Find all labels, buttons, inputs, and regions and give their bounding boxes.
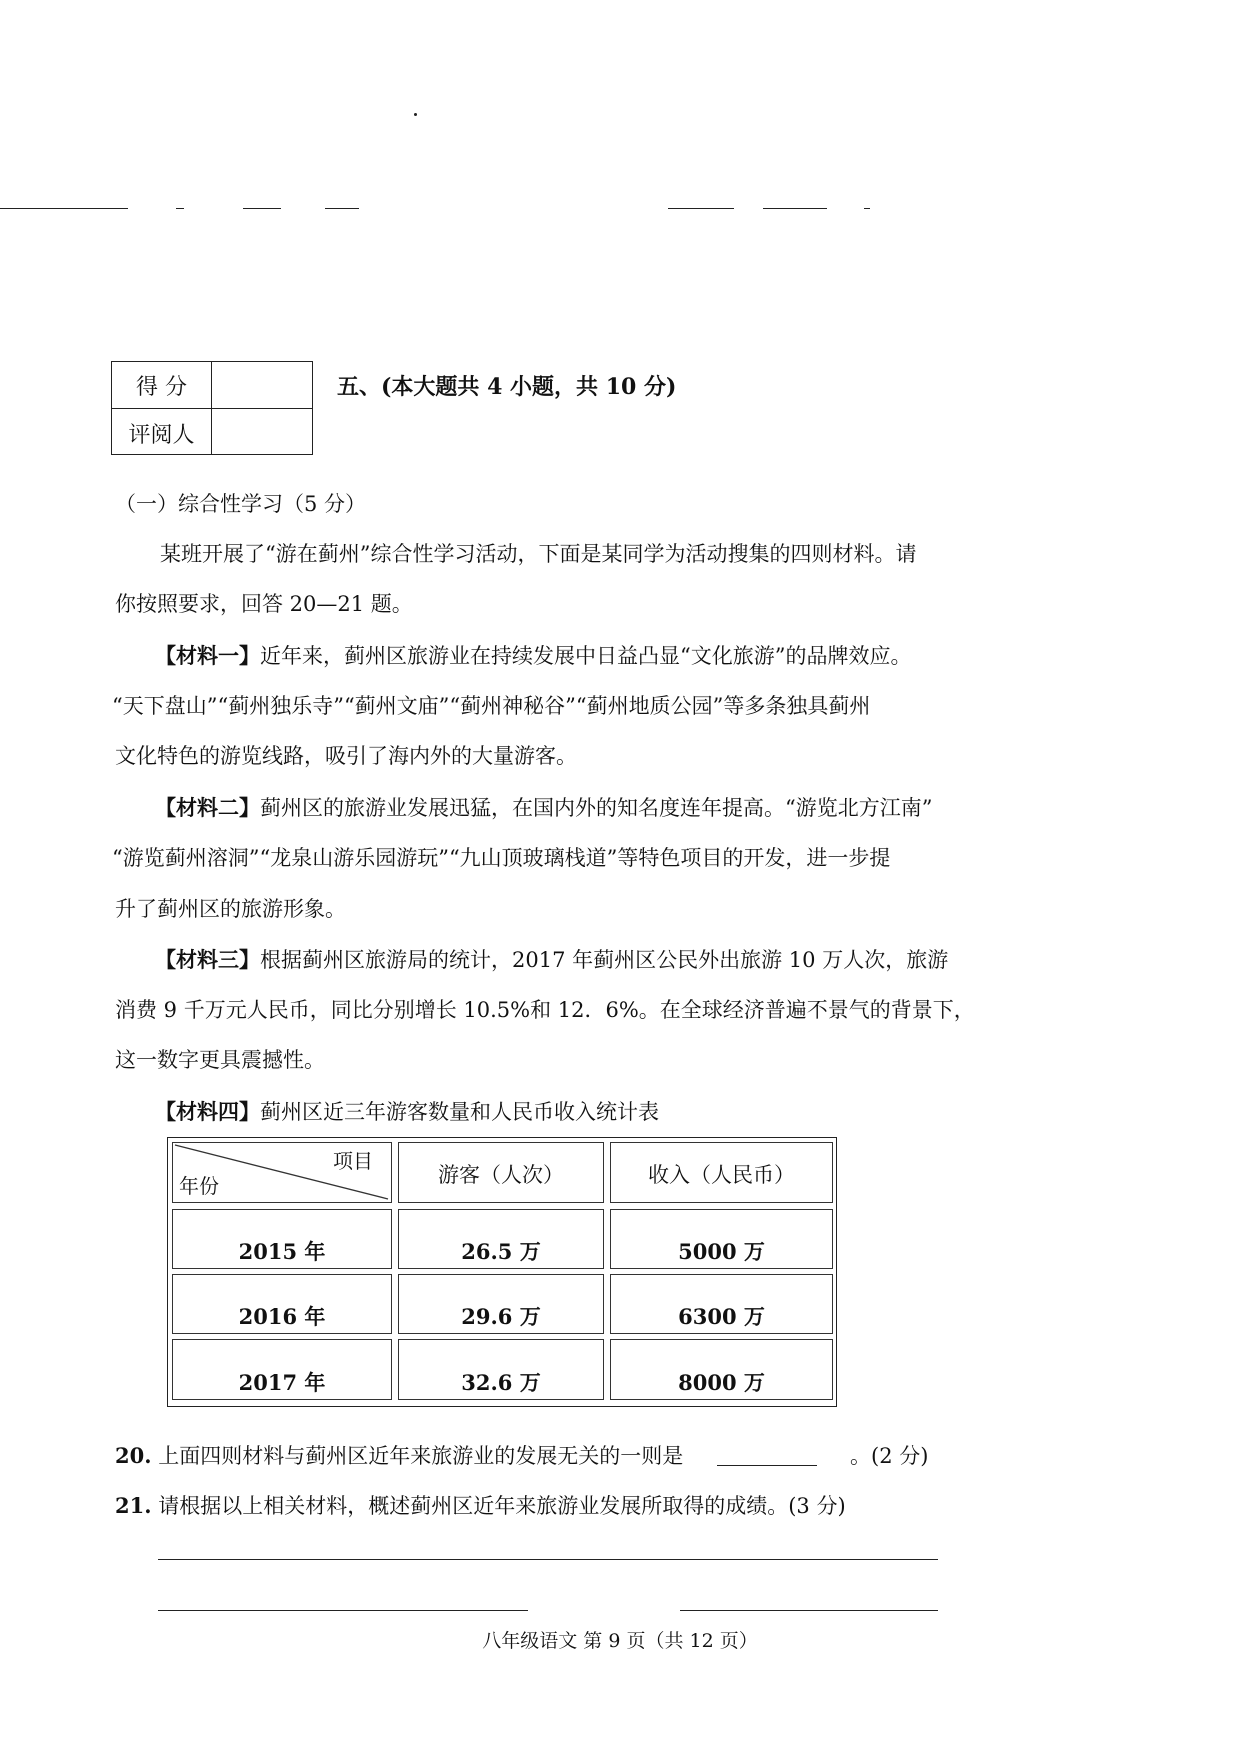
- cell-text: 2016 年: [238, 1304, 326, 1329]
- table-row-visitors: [398, 1339, 604, 1400]
- material-text: “天下盘山”“蓟州独乐寺”“蓟州文庙”“蓟州神秘谷”“蓟州地质公园”等多条独具蓟州: [112, 694, 871, 718]
- header-rule: [864, 208, 870, 209]
- question-text: 上面四则材料与蓟州区近年来旅游业的发展无关的一则是: [158, 1444, 684, 1468]
- table-row-visitors: [398, 1209, 604, 1269]
- cell-text: 29.6 万: [461, 1304, 541, 1329]
- question-number: 21.: [115, 1493, 152, 1518]
- material-label: 【材料三】: [155, 947, 260, 972]
- table-header-income: [610, 1142, 833, 1203]
- material-label: 【材料二】: [155, 795, 260, 820]
- cell-text: 8000 万: [678, 1370, 765, 1395]
- cell-text: 5000 万: [678, 1239, 765, 1264]
- grader-label: 评阅人: [128, 423, 195, 448]
- question-number: 20.: [115, 1443, 152, 1468]
- stats-table: [167, 1137, 837, 1407]
- answer-line-21[interactable]: [680, 1610, 938, 1611]
- answer-line-21[interactable]: [158, 1559, 938, 1560]
- cell-text: 2015 年: [238, 1239, 326, 1264]
- material-three: [155, 944, 948, 974]
- material-text: 根据蓟州区旅游局的统计，2017 年蓟州区公民外出旅游 10 万人次，旅游: [260, 948, 949, 972]
- material-text: 文化特色的游览线路，吸引了海内外的大量游客。: [115, 744, 577, 768]
- table-row-year: [172, 1339, 392, 1400]
- answer-line-21[interactable]: [158, 1610, 528, 1611]
- material-one: [155, 640, 911, 670]
- table-row-income: [610, 1274, 833, 1334]
- material-text: 升了蓟州区的旅游形象。: [115, 897, 346, 921]
- material-text: “游览蓟州溶洞”“龙泉山游乐园游玩”“九山顶玻璃栈道”等特色项目的开发，进一步提: [112, 846, 891, 870]
- answer-blank-20[interactable]: [717, 1465, 817, 1466]
- header-rule: [668, 208, 734, 209]
- cell-text: 32.6 万: [461, 1370, 541, 1395]
- table-corner-cell: [172, 1142, 392, 1203]
- table-row-income: [610, 1209, 833, 1269]
- header-rule: [763, 208, 827, 209]
- intro-line: 某班开展了“游在蓟州”综合性学习活动，下面是某同学为活动搜集的四则材料。请: [160, 542, 917, 566]
- material-text: 蓟州区近三年游客数量和人民币收入统计表: [260, 1100, 659, 1124]
- scan-speck: [414, 113, 417, 116]
- material-text: 近年来，蓟州区旅游业在持续发展中日益凸显“文化旅游”的品牌效应。: [260, 644, 912, 668]
- material-text: 这一数字更具震撼性。: [115, 1048, 325, 1072]
- cell-text: 26.5 万: [461, 1239, 541, 1264]
- material-label: 【材料四】: [155, 1099, 260, 1124]
- table-row-year: [172, 1209, 392, 1269]
- cell-text: 6300 万: [678, 1304, 765, 1329]
- question-21: [115, 1490, 846, 1520]
- corner-label-item: 项目: [333, 1149, 373, 1173]
- question-text: 请根据以上相关材料，概述蓟州区近年来旅游业发展所取得的成绩。(3 分): [158, 1494, 846, 1518]
- section-title: 五、(本大题共 4 小题，共 10 分): [337, 374, 677, 400]
- header-text: 游客（人次）: [438, 1163, 564, 1187]
- table-row-year: [172, 1274, 392, 1334]
- score-box-divider: [112, 408, 312, 409]
- header-text: 收入（人民币）: [648, 1163, 795, 1187]
- intro-line: 你按照要求，回答 20—21 题。: [115, 592, 413, 616]
- header-rule: [243, 208, 281, 209]
- question-20: [115, 1440, 683, 1470]
- header-rule: [0, 208, 128, 209]
- subsection-title: （一）综合性学习（5 分）: [115, 492, 367, 516]
- material-text: 蓟州区的旅游业发展迅猛，在国内外的知名度连年提高。“游览北方江南”: [260, 796, 933, 820]
- score-label: 得 分: [136, 375, 187, 400]
- corner-label-year: 年份: [179, 1174, 219, 1198]
- page-footer: 八年级语文 第 9 页（共 12 页）: [482, 1630, 758, 1652]
- material-label: 【材料一】: [155, 643, 260, 668]
- question-points: 。(2 分): [850, 1444, 929, 1468]
- material-text: 消费 9 千万元人民币，同比分别增长 10.5%和 12．6%。在全球经济普遍不景气的背景下，: [115, 998, 975, 1022]
- header-rule: [176, 208, 184, 209]
- cell-text: 2017 年: [238, 1370, 326, 1395]
- material-four: [155, 1096, 659, 1126]
- table-header-visitors: [398, 1142, 604, 1203]
- header-rule: [325, 208, 359, 209]
- score-box: [111, 361, 313, 455]
- table-row-visitors: [398, 1274, 604, 1334]
- material-two: [155, 792, 932, 822]
- table-row-income: [610, 1339, 833, 1400]
